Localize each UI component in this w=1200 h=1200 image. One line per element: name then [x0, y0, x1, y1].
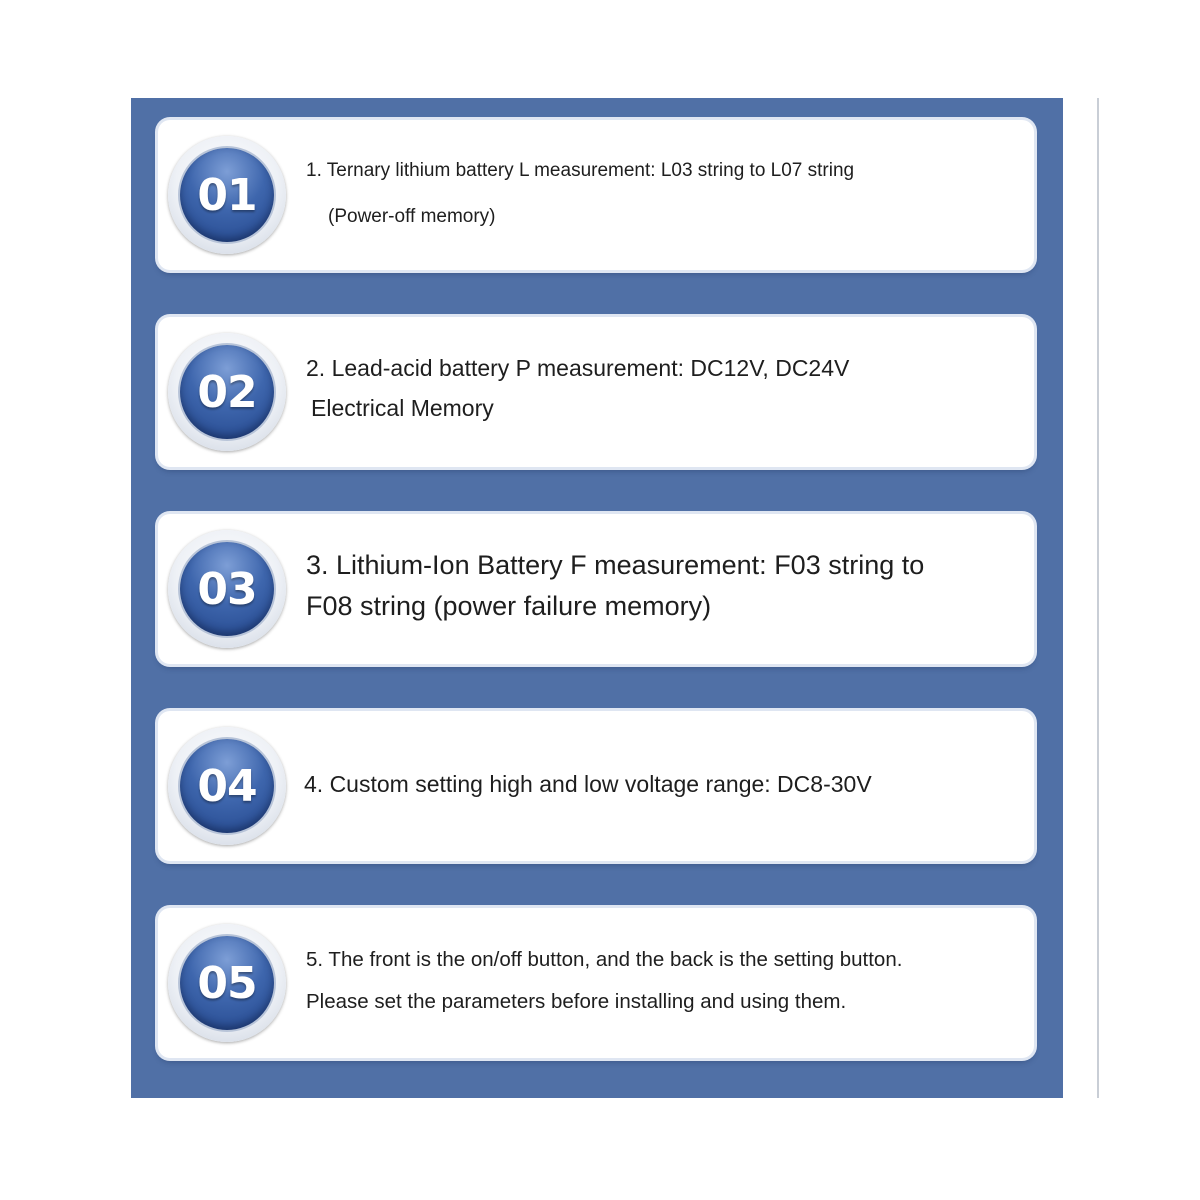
badge-number: 04: [197, 760, 257, 812]
feature-line-1: 4. Custom setting high and low voltage range: DC8-30V: [304, 771, 872, 797]
number-badge-ring: [168, 924, 286, 1042]
feature-text: [306, 948, 902, 1014]
feature-text: [304, 771, 872, 798]
feature-text: [306, 160, 854, 228]
feature-panel: [131, 98, 1063, 1098]
number-badge-ring: [168, 136, 286, 254]
number-badge: [180, 148, 274, 242]
number-badge-ring: [168, 530, 286, 648]
feature-card-03: [158, 514, 1034, 664]
badge-number: 03: [197, 563, 257, 615]
divider-line: [1097, 98, 1099, 1098]
feature-card-04: [158, 711, 1034, 861]
number-badge: [180, 542, 274, 636]
feature-line-2: F08 string (power failure memory): [306, 591, 712, 621]
feature-line-2: Please set the parameters before installing and using them.: [306, 990, 847, 1013]
number-badge-ring: [168, 333, 286, 451]
feature-line-1: 5. The front is the on/off button, and the back is the setting button.: [306, 948, 903, 971]
feature-line-1: 3. Lithium-Ion Battery F measurement: F03 string to: [306, 550, 925, 580]
feature-text: [306, 550, 924, 622]
badge-number: 01: [197, 169, 257, 221]
feature-text: [306, 355, 849, 422]
badge-number: 05: [197, 957, 257, 1009]
feature-line-2: (Power-off memory): [328, 206, 496, 227]
feature-line-1: 1. Ternary lithium battery L measurement: L03 string to L07 string: [306, 160, 855, 181]
badge-number: 02: [197, 366, 257, 418]
feature-card-05: [158, 908, 1034, 1058]
feature-line-1: 2. Lead-acid battery P measurement: DC12V, DC24V: [306, 355, 850, 381]
number-badge: [180, 936, 274, 1030]
number-badge-ring: [168, 727, 286, 845]
feature-card-02: [158, 317, 1034, 467]
feature-card-01: [158, 120, 1034, 270]
feature-line-2: Electrical Memory: [311, 395, 494, 421]
number-badge: [180, 739, 274, 833]
number-badge: [180, 345, 274, 439]
